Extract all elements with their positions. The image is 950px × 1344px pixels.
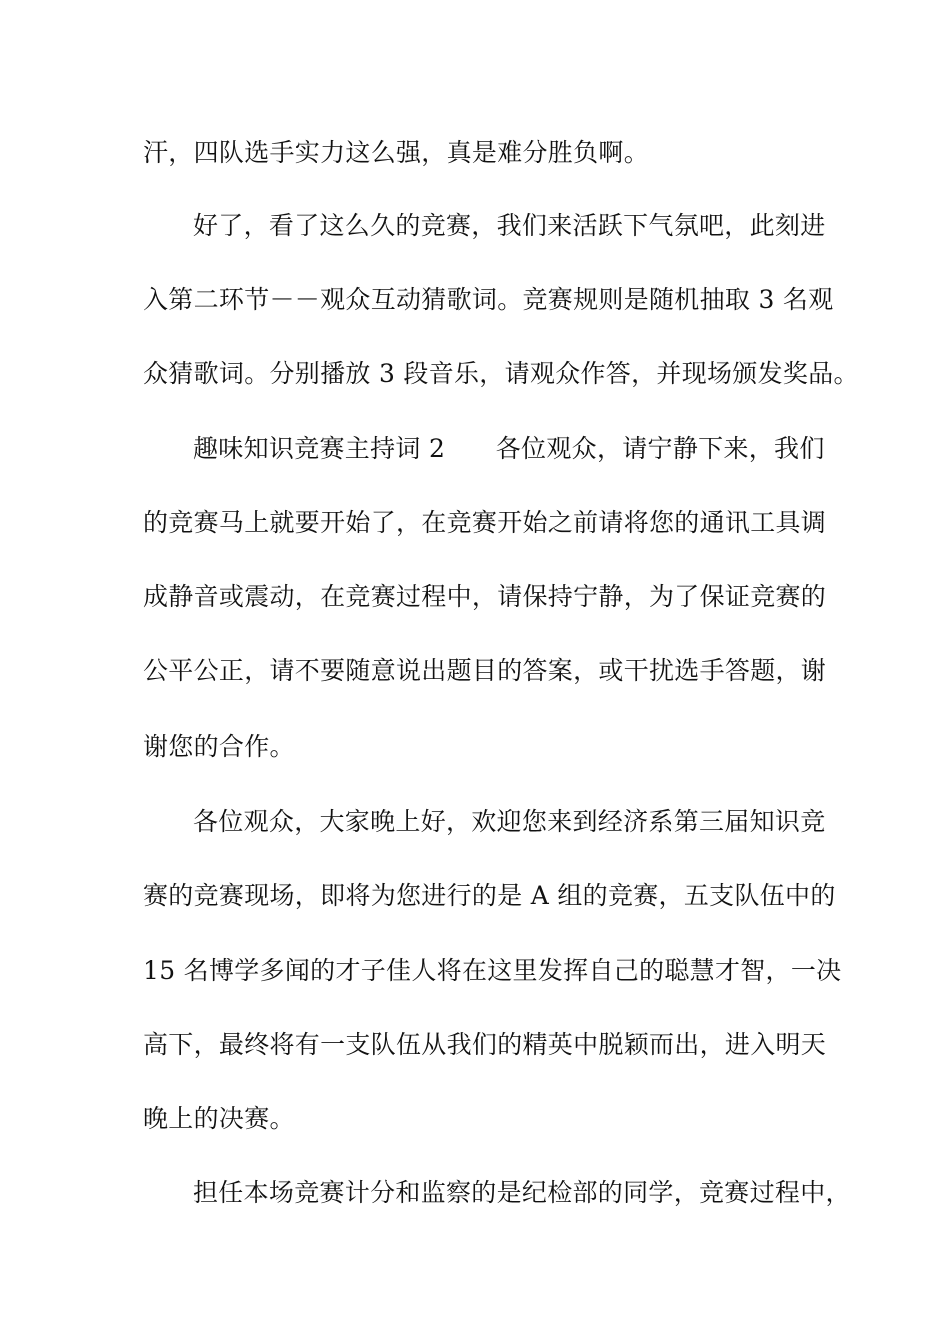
text-line: 各位观众，大家晚上好，欢迎您来到经济系第三届知识竞 bbox=[193, 807, 826, 836]
text-line: 成静音或震动，在竞赛过程中，请保持宁静，为了保证竞赛的 bbox=[143, 582, 827, 611]
text-line: 众猜歌词。分别播放 3 段音乐，请观众作答，并现场颁发奖品。 bbox=[143, 359, 859, 388]
text-line: 赛的竞赛现场，即将为您进行的是 A 组的竞赛，五支队伍中的 bbox=[143, 881, 836, 910]
text-line: 公平公正，请不要随意说出题目的答案，或干扰选手答题，谢 bbox=[143, 656, 827, 685]
text-line: 入第二环节－－观众互动猜歌词。竞赛规则是随机抽取 3 名观 bbox=[143, 285, 834, 314]
text-line: 高下，最终将有一支队伍从我们的精英中脱颖而出，进入明天 bbox=[143, 1030, 827, 1059]
text-line: 趣味知识竞赛主持词 2 各位观众，请宁静下来，我们 bbox=[193, 434, 825, 463]
text-line: 好了，看了这么久的竞赛，我们来活跃下气氛吧，此刻进 bbox=[193, 211, 826, 240]
text-line: 谢您的合作。 bbox=[143, 732, 295, 761]
text-line: 担任本场竞赛计分和监察的是纪检部的同学，竞赛过程中， bbox=[193, 1178, 851, 1207]
text-line: 15 名博学多闻的才子佳人将在这里发挥自己的聪慧才智，一决 bbox=[143, 956, 842, 985]
text-line: 晚上的决赛。 bbox=[143, 1104, 295, 1133]
text-line: 的竞赛马上就要开始了，在竞赛开始之前请将您的通讯工具调 bbox=[143, 508, 827, 537]
text-line: 汗，四队选手实力这么强，真是难分胜负啊。 bbox=[143, 138, 650, 167]
